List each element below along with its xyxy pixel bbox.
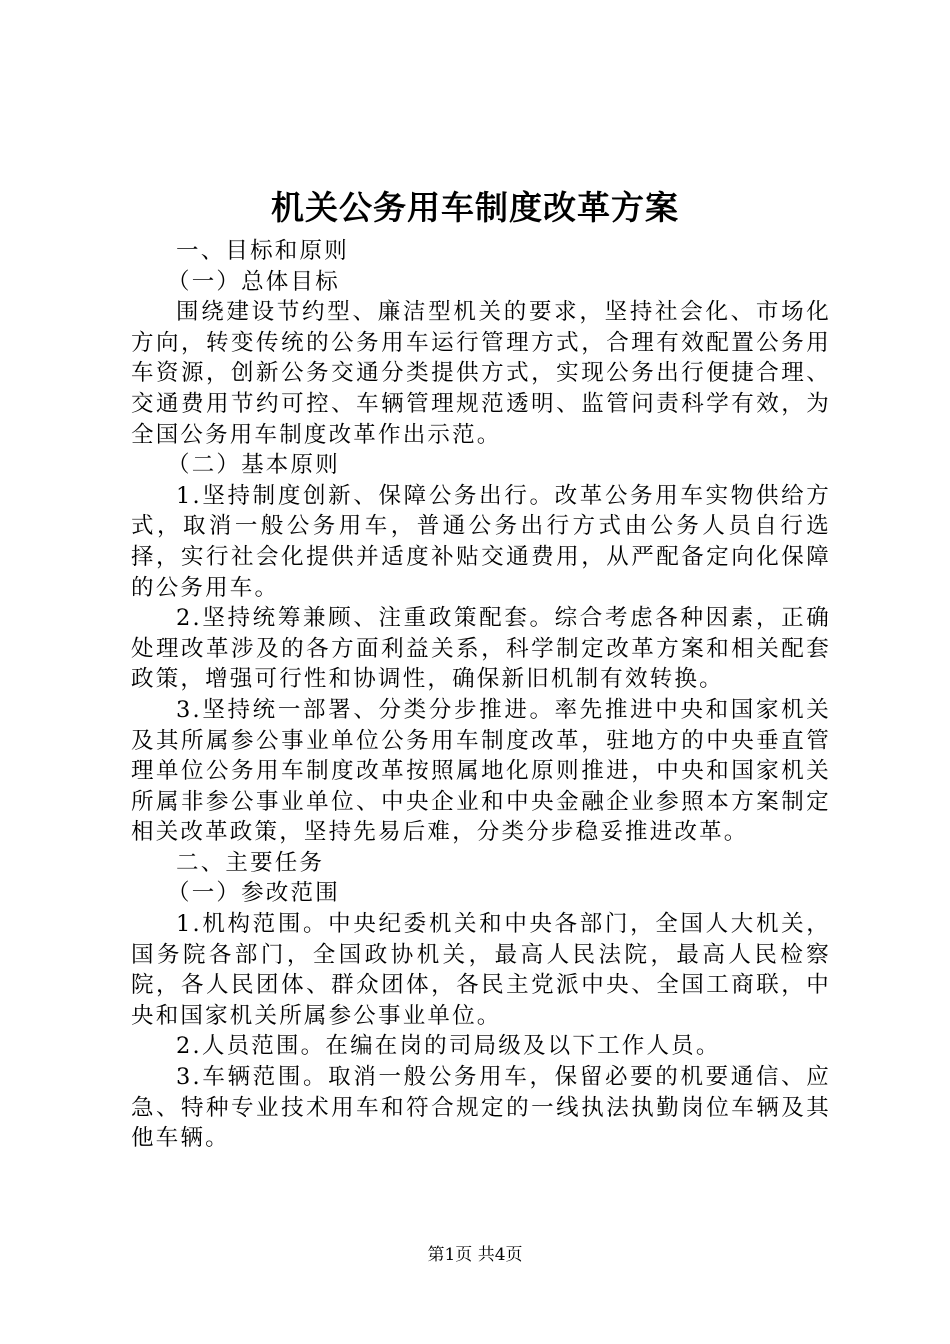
paragraph: 3.坚持统一部署、分类分步推进。率先推进中央和国家机关及其所属参公事业单位公务用车制度改革，驻地方的中央垂直管理单位公务用车制度改革按照属地化原则推进，中央和国家机关所属非参公事业单位、中央企业和中央金融企业参照本方案制定相关改革政策，坚持先易后难，分类分步稳妥推进改革。	[131, 696, 831, 846]
paragraph: 2.人员范围。在编在岗的司局级及以下工作人员。	[176, 1033, 721, 1060]
document-title: 机关公务用车制度改革方案	[271, 188, 679, 227]
page-footer: 第1页 共4页	[427, 1245, 523, 1265]
document-body	[131, 236, 831, 1154]
subsection-heading: （二）基本原则	[167, 452, 340, 479]
subsection-heading: （一）参改范围	[167, 880, 340, 907]
paragraph: 2.坚持统筹兼顾、注重政策配套。综合考虑各种因素，正确处理改革涉及的各方面利益关系，科学制定改革方案和相关配套政策，增强可行性和协调性，确保新旧机制有效转换。	[131, 605, 831, 693]
paragraph: 1.机构范围。中央纪委机关和中央各部门，全国人大机关，国务院各部门，全国政协机关，最高人民法院，最高人民检察院，各人民团体、群众团体，各民主党派中央、全国工商联，中央和国家机关所属参公事业单位。	[131, 911, 831, 1029]
section-heading: 二、主要任务	[176, 849, 325, 876]
subsection-heading: （一）总体目标	[167, 268, 340, 295]
section-heading: 一、目标和原则	[176, 238, 349, 264]
paragraph: 1.坚持制度创新、保障公务出行。改革公务用车实物供给方式，取消一般公务用车，普通公务出行方式由公务人员自行选择，实行社会化提供并适度补贴交通费用，从严配备定向化保障的公务用车。	[131, 482, 831, 601]
paragraph: 围绕建设节约型、廉洁型机关的要求，坚持社会化、市场化方向，转变传统的公务用车运行管理方式，合理有效配置公务用车资源，创新公务交通分类提供方式，实现公务出行便捷合理、交通费用节约可控、车辆管理规范透明、监管问责科学有效，为全国公务用车制度改革作出示范。	[131, 299, 831, 448]
paragraph: 3.车辆范围。取消一般公务用车，保留必要的机要通信、应急、特种专业技术用车和符合规定的一线执法执勤岗位车辆及其他车辆。	[131, 1064, 831, 1152]
